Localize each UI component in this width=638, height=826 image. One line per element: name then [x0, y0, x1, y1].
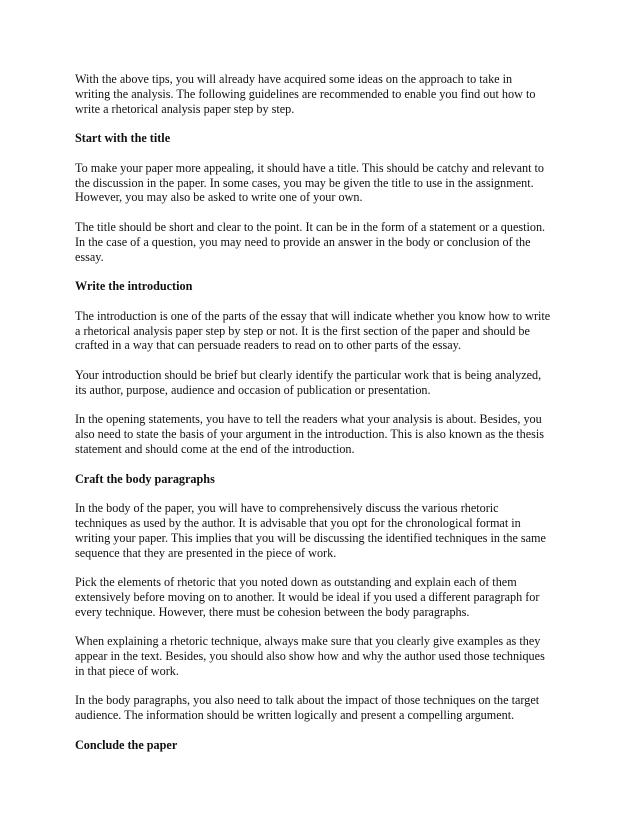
text-line: appear in the text. Besides, you should also show how and why the author used those techniques	[75, 649, 545, 664]
text-line: also need to state the basis of your argument in the introduction. This is also known as the thesis	[75, 427, 545, 442]
document-page	[75, 72, 555, 767]
text-line: With the above tips, you will already have acquired some ideas on the approach to take in	[75, 72, 513, 86]
text-line: extensively before moving on to another. It would be ideal if you used a different paragraph for	[75, 589, 540, 604]
text-line: a rhetorical analysis paper step by step or not. It is the first section of the paper and should be	[75, 323, 530, 338]
title-paragraph-2	[75, 220, 555, 264]
introduction-paragraph-3	[75, 412, 555, 456]
text-line: in that piece of work.	[75, 663, 179, 678]
introduction-paragraph-1	[75, 309, 555, 353]
text-line: techniques as used by the author. It is advisable that you opt for the chronological format in	[75, 515, 521, 530]
body-paragraph-1	[75, 501, 555, 560]
text-line: audience. The information should be written logically and present a compelling argument.	[75, 708, 515, 723]
text-line: When explaining a rhetoric technique, always make sure that you clearly give examples as they	[75, 634, 541, 649]
text-line: statement and should come at the end of the introduction.	[75, 441, 355, 456]
section-heading-introduction: Write the introduction	[75, 279, 193, 294]
title-paragraph-1	[75, 161, 555, 205]
text-line: every technique. However, there must be cohesion between the body paragraphs.	[75, 604, 470, 619]
text-line: sequence that they are presented in the piece of work.	[75, 545, 337, 560]
intro-paragraph	[75, 72, 555, 116]
text-line: In the opening statements, you have to tell the readers what your analysis is about. Besides, you	[75, 412, 542, 427]
text-line: write a rhetorical analysis paper step by step.	[75, 101, 295, 116]
text-line: Your introduction should be brief but clearly identify the particular work that is being analyzed,	[75, 367, 542, 382]
text-line: Pick the elements of rhetoric that you noted down as outstanding and explain each of them	[75, 575, 517, 590]
section-heading-conclusion: Conclude the paper	[75, 737, 178, 752]
text-line: However, you may also be asked to write one of your own.	[75, 190, 363, 205]
text-line: its author, purpose, audience and occasion of publication or presentation.	[75, 382, 431, 397]
introduction-paragraph-2	[75, 368, 555, 398]
text-line: essay.	[75, 249, 104, 264]
text-line: The title should be short and clear to the point. It can be in the form of a statement or a question.	[75, 219, 546, 234]
body-paragraph-3	[75, 634, 555, 678]
text-line: the discussion in the paper. In some cases, you may be given the title to use in the assignment.	[75, 175, 534, 190]
text-line: writing the analysis. The following guidelines are recommended to enable you find out how to	[75, 86, 536, 101]
text-line: The introduction is one of the parts of the essay that will indicate whether you know how to write	[75, 308, 551, 323]
body-paragraph-4	[75, 693, 555, 723]
text-line: writing your paper. This implies that you will be discussing the identified techniques in the same	[75, 530, 546, 545]
text-line: In the body of the paper, you will have to comprehensively discuss the various rhetoric	[75, 501, 499, 516]
text-line: In the case of a question, you may need to provide an answer in the body or conclusion of the	[75, 234, 531, 249]
body-paragraph-2	[75, 575, 555, 619]
section-heading-title: Start with the title	[75, 131, 171, 146]
text-line: To make your paper more appealing, it should have a title. This should be catchy and relevant to	[75, 160, 545, 175]
section-heading-body: Craft the body paragraphs	[75, 471, 215, 486]
text-line: In the body paragraphs, you also need to talk about the impact of those techniques on the target	[75, 693, 540, 708]
text-line: crafted in a way that can persuade readers to read on to other parts of the essay.	[75, 338, 461, 353]
